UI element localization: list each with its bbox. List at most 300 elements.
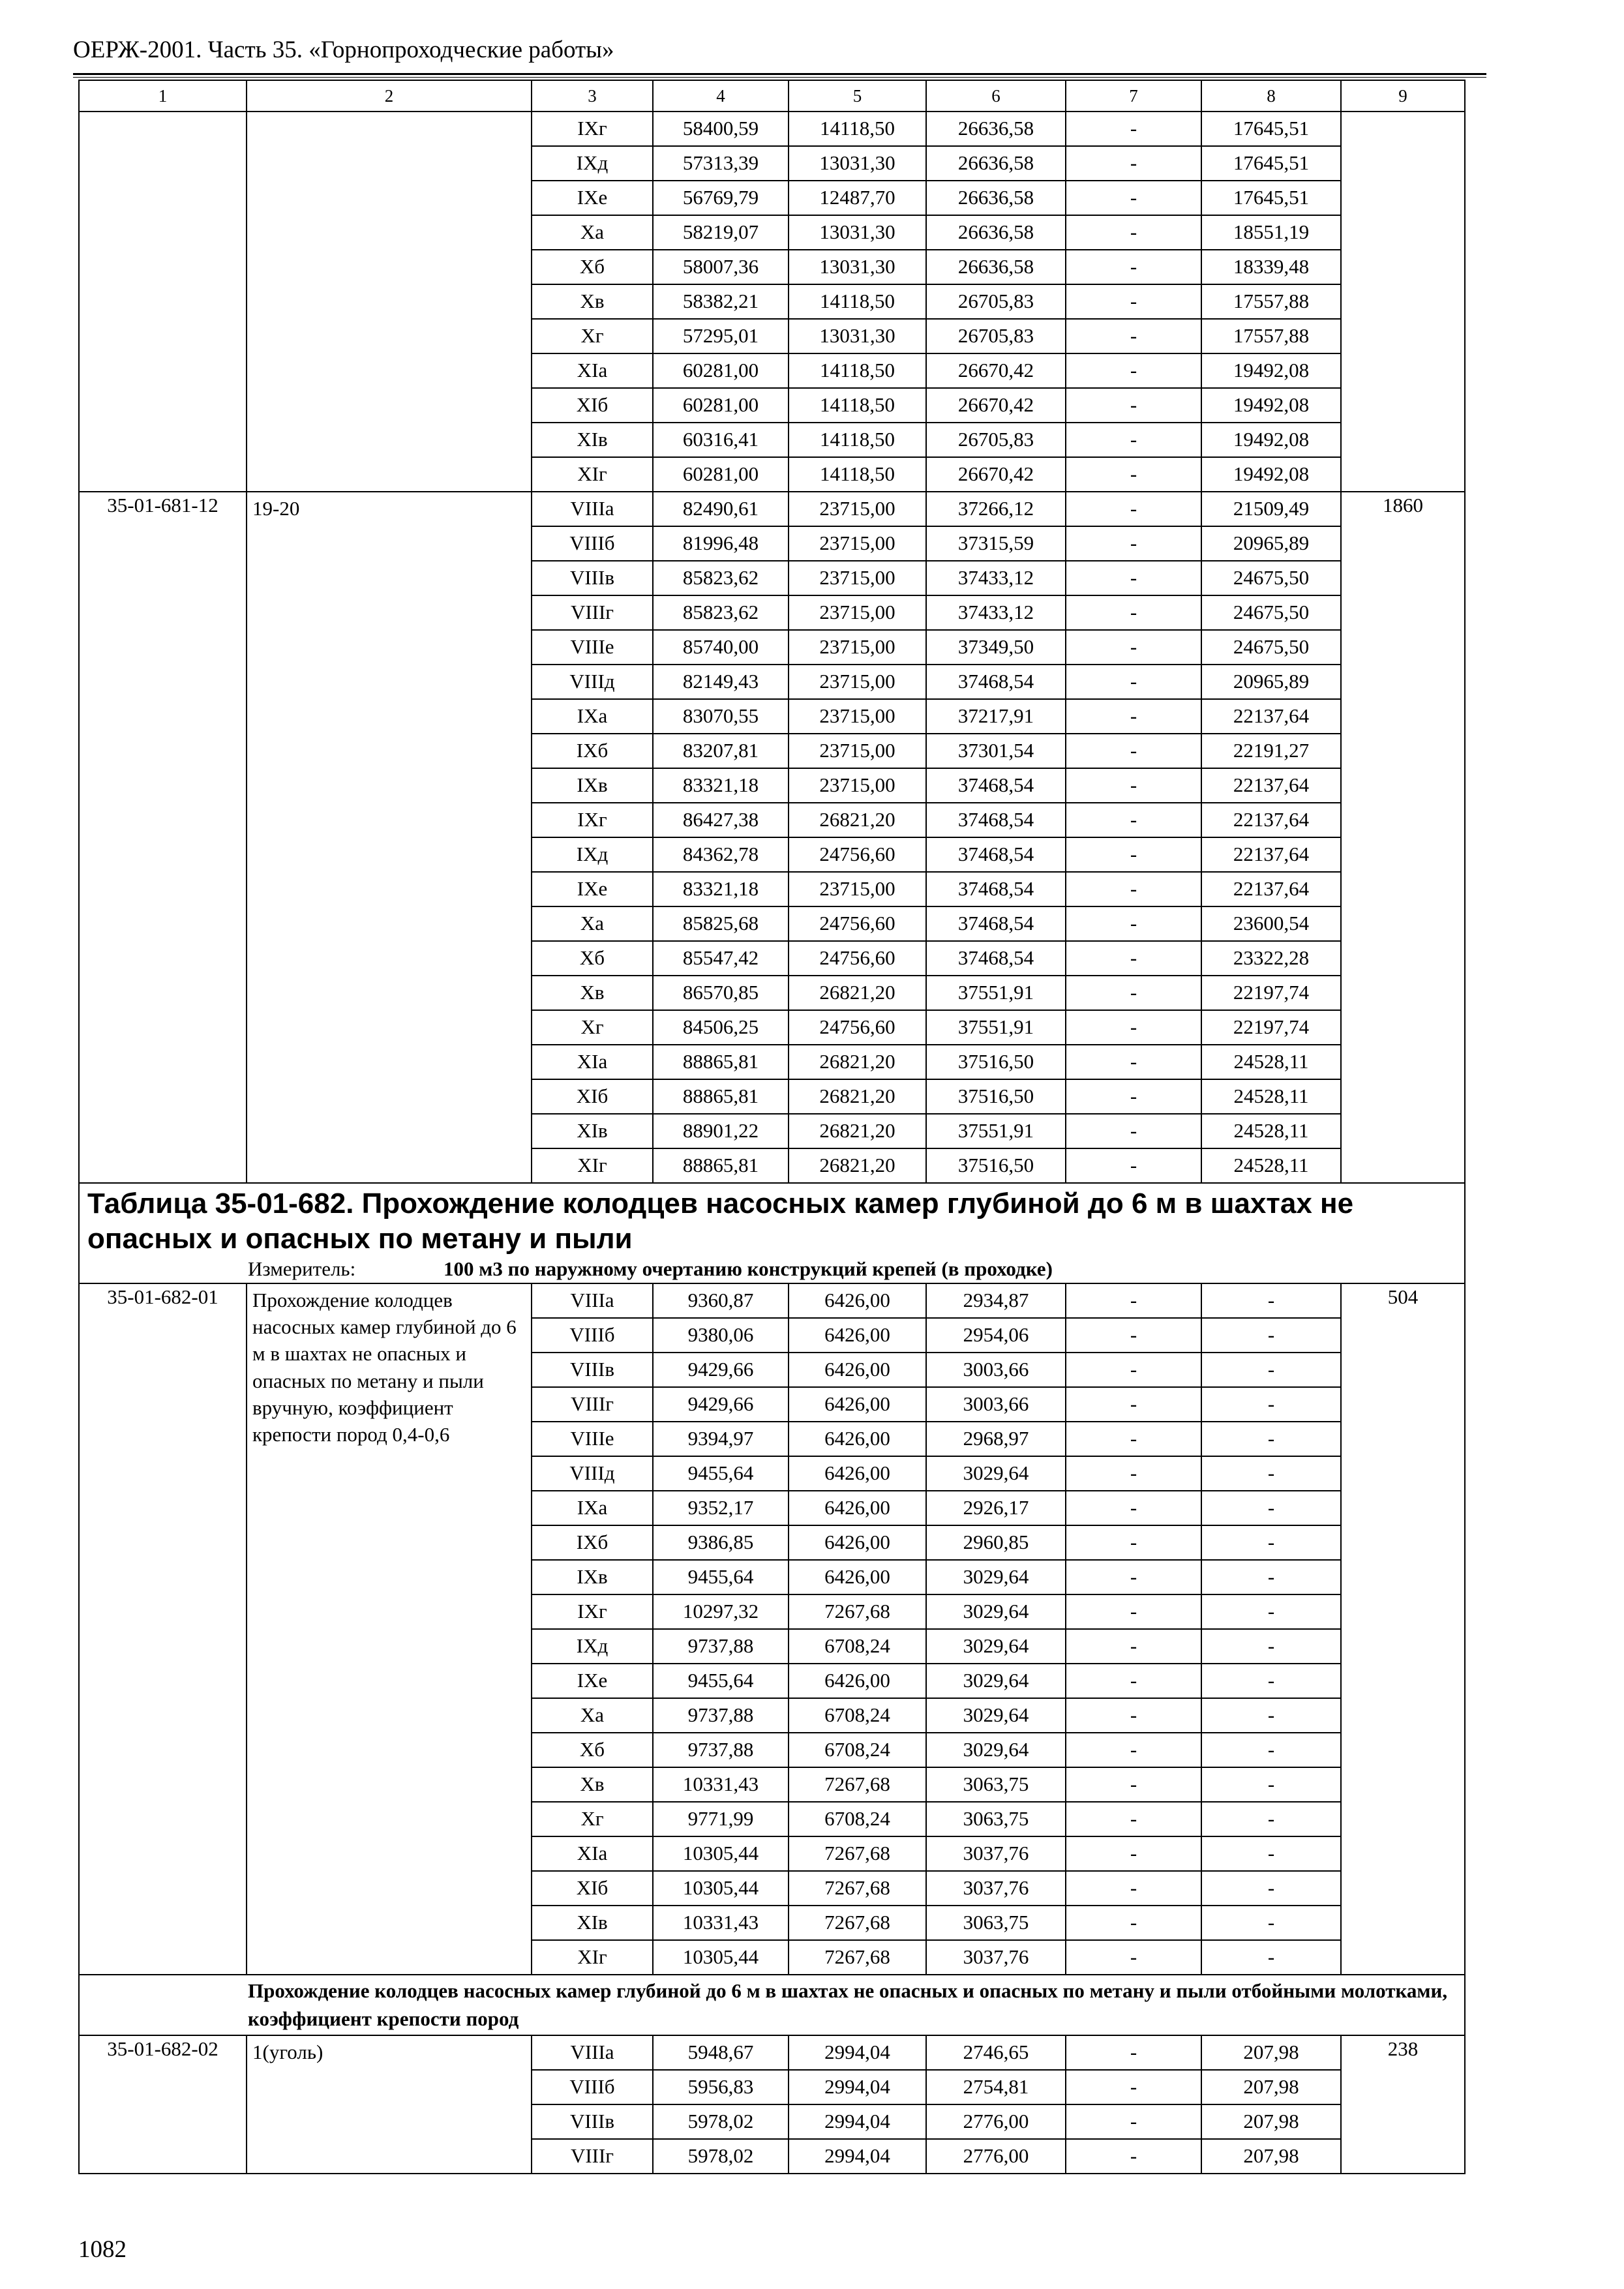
value-cell: 37516,50 [926, 1079, 1066, 1114]
value-cell: 23715,00 [789, 526, 926, 561]
region-code-cell: VIIIг [532, 1387, 653, 1422]
value-cell: - [1201, 1871, 1341, 1906]
value-cell: 14118,50 [789, 353, 926, 388]
value-cell: 24675,50 [1201, 595, 1341, 630]
value-cell: 6708,24 [789, 1733, 926, 1767]
column-number: 7 [1066, 80, 1201, 112]
column-number-row [79, 80, 1465, 112]
value-cell: - [1066, 1629, 1201, 1664]
region-code-cell: VIIIв [532, 1353, 653, 1387]
value-cell: 26670,42 [926, 353, 1066, 388]
value-cell: 7267,68 [789, 1767, 926, 1802]
region-code-cell: IXд [532, 837, 653, 872]
region-code-cell: Xв [532, 976, 653, 1010]
region-code-cell: VIIIб [532, 1318, 653, 1353]
value-cell: 88865,81 [653, 1045, 789, 1079]
value-cell: - [1066, 768, 1201, 803]
value-cell: 56769,79 [653, 181, 789, 215]
value-cell: 26636,58 [926, 181, 1066, 215]
region-code-cell: VIIIб [532, 2070, 653, 2104]
region-code-cell: IXе [532, 872, 653, 906]
value-cell: 9737,88 [653, 1733, 789, 1767]
value-cell: 24528,11 [1201, 1045, 1341, 1079]
value-cell: 6426,00 [789, 1283, 926, 1318]
value-cell: 12487,70 [789, 181, 926, 215]
value-cell: - [1066, 1079, 1201, 1114]
value-cell: 2754,81 [926, 2070, 1066, 2104]
region-code-cell: IXг [532, 112, 653, 146]
region-code-cell: VIIIд [532, 665, 653, 699]
header-rule-thick [73, 73, 1486, 75]
value-cell: - [1066, 1456, 1201, 1491]
value-cell: - [1066, 837, 1201, 872]
value-cell: 58400,59 [653, 112, 789, 146]
column-number: 1 [79, 80, 247, 112]
value-cell: 6426,00 [789, 1353, 926, 1387]
value-cell: 5978,02 [653, 2139, 789, 2174]
region-code-cell: XIа [532, 1836, 653, 1871]
value-cell: 37468,54 [926, 906, 1066, 941]
subtitle-cell [79, 1975, 1465, 2035]
value-cell: - [1201, 1353, 1341, 1387]
value-cell: 37468,54 [926, 837, 1066, 872]
value-cell: 23715,00 [789, 630, 926, 665]
value-cell: 2776,00 [926, 2104, 1066, 2139]
value-cell: - [1066, 1906, 1201, 1940]
region-code-cell: IXе [532, 1664, 653, 1698]
value-cell: - [1066, 665, 1201, 699]
value-cell: - [1066, 1664, 1201, 1698]
value-cell: 37433,12 [926, 595, 1066, 630]
value-cell: 24756,60 [789, 941, 926, 976]
value-cell: 21509,49 [1201, 492, 1341, 526]
value-cell: - [1201, 1698, 1341, 1733]
value-cell: 60281,00 [653, 353, 789, 388]
region-code-cell: XIб [532, 388, 653, 423]
region-code-cell: Xв [532, 284, 653, 319]
table-row [79, 1283, 1465, 1318]
value-cell: 6426,00 [789, 1422, 926, 1456]
value-cell: - [1066, 457, 1201, 492]
region-code-cell: VIIIа [532, 2035, 653, 2070]
value-cell: - [1201, 1802, 1341, 1836]
value-cell: 23715,00 [789, 699, 926, 734]
value-cell: - [1066, 1698, 1201, 1733]
value-cell: 23715,00 [789, 768, 926, 803]
rate-code: 35-01-682-02 [79, 2035, 247, 2174]
value-cell: - [1066, 2139, 1201, 2174]
value-cell: 37468,54 [926, 768, 1066, 803]
value-cell: - [1066, 284, 1201, 319]
value-cell: 26705,83 [926, 423, 1066, 457]
value-cell: 88901,22 [653, 1114, 789, 1148]
region-code-cell: Xа [532, 906, 653, 941]
value-cell: - [1066, 561, 1201, 595]
value-cell: 26821,20 [789, 1114, 926, 1148]
value-cell: - [1201, 1283, 1341, 1318]
table-682-title: Таблица 35-01-682. Прохождение колодцев насосных камер глубиной до 6 м в шахтах не опасных и опасных по метану и пыли [87, 1188, 1354, 1255]
value-cell: - [1066, 112, 1201, 146]
value-cell: 37516,50 [926, 1045, 1066, 1079]
region-code-cell: XIа [532, 353, 653, 388]
value-cell: - [1201, 1525, 1341, 1560]
value-cell: 14118,50 [789, 284, 926, 319]
value-cell: 82490,61 [653, 492, 789, 526]
value-cell: - [1066, 941, 1201, 976]
table-row [79, 2035, 1465, 2070]
value-cell: - [1066, 2035, 1201, 2070]
value-cell: 23715,00 [789, 734, 926, 768]
region-code-cell: XIг [532, 1148, 653, 1183]
rate-description: 19-20 [247, 492, 532, 1183]
region-code-cell: VIIIе [532, 630, 653, 665]
value-cell: 3063,75 [926, 1767, 1066, 1802]
value-cell: 2994,04 [789, 2104, 926, 2139]
value-cell: 58219,07 [653, 215, 789, 250]
value-cell: 6708,24 [789, 1629, 926, 1664]
rate-description: 1(уголь) [247, 2035, 532, 2174]
value-cell: - [1201, 1733, 1341, 1767]
region-code-cell: XIв [532, 423, 653, 457]
region-code-cell: Xб [532, 250, 653, 284]
region-code-cell: IXб [532, 734, 653, 768]
column-number: 3 [532, 80, 653, 112]
value-cell: - [1066, 250, 1201, 284]
region-code-cell: VIIIа [532, 492, 653, 526]
value-cell: 60281,00 [653, 457, 789, 492]
column-number: 4 [653, 80, 789, 112]
region-code-cell: VIIIв [532, 2104, 653, 2139]
value-cell: - [1066, 353, 1201, 388]
value-cell: 37433,12 [926, 561, 1066, 595]
region-code-cell: IXд [532, 1629, 653, 1664]
value-cell: 37468,54 [926, 665, 1066, 699]
value-cell: 83321,18 [653, 872, 789, 906]
page-number: 1082 [78, 2236, 127, 2263]
value-cell: 3003,66 [926, 1387, 1066, 1422]
value-cell: 3037,76 [926, 1871, 1066, 1906]
rate-description: Прохождение колодцев насосных камер глубиной до 6 м в шахтах не опасных и опасных по метану и пыли вручную, коэффициент крепости пород 0,4-0,6 [247, 1283, 532, 1975]
value-cell: - [1066, 492, 1201, 526]
value-cell: 85823,62 [653, 595, 789, 630]
region-code-cell: IXб [532, 1525, 653, 1560]
value-cell: 2926,17 [926, 1491, 1066, 1525]
region-code-cell: XIб [532, 1079, 653, 1114]
value-cell: 24675,50 [1201, 561, 1341, 595]
value-cell: 13031,30 [789, 250, 926, 284]
value-cell: 26821,20 [789, 803, 926, 837]
value-cell: 9429,66 [653, 1387, 789, 1422]
value-cell: 207,98 [1201, 2139, 1341, 2174]
region-code-cell: VIIIд [532, 1456, 653, 1491]
column-number: 9 [1341, 80, 1465, 112]
value-cell: 17645,51 [1201, 181, 1341, 215]
value-cell: 18551,19 [1201, 215, 1341, 250]
value-cell: - [1066, 1836, 1201, 1871]
value-cell: 9455,64 [653, 1664, 789, 1698]
value-cell: 82149,43 [653, 665, 789, 699]
value-cell: 24756,60 [789, 837, 926, 872]
value-cell: - [1066, 1871, 1201, 1906]
value-cell: - [1201, 1767, 1341, 1802]
rate-code: 35-01-682-01 [79, 1283, 247, 1975]
value-cell: 6426,00 [789, 1387, 926, 1422]
value-cell: 13031,30 [789, 319, 926, 353]
value-cell: 85825,68 [653, 906, 789, 941]
region-code-cell: Xа [532, 215, 653, 250]
region-code-cell: IXе [532, 181, 653, 215]
value-cell: - [1066, 1010, 1201, 1045]
value-cell: - [1066, 803, 1201, 837]
value-cell: 14118,50 [789, 423, 926, 457]
value-cell: 7267,68 [789, 1836, 926, 1871]
value-cell: 22197,74 [1201, 976, 1341, 1010]
value-cell: - [1066, 1491, 1201, 1525]
value-cell: 7267,68 [789, 1594, 926, 1629]
value-cell: - [1066, 1560, 1201, 1594]
value-cell: 19492,08 [1201, 457, 1341, 492]
value-cell: - [1066, 1940, 1201, 1975]
rates-table [78, 80, 1466, 2174]
region-code-cell: VIIIг [532, 2139, 653, 2174]
value-cell: 26636,58 [926, 250, 1066, 284]
value-cell: 83321,18 [653, 768, 789, 803]
region-code-cell: IXа [532, 1491, 653, 1525]
value-cell: 23715,00 [789, 561, 926, 595]
value-cell: 10297,32 [653, 1594, 789, 1629]
header-rule-thin [73, 77, 1486, 78]
value-cell: 23600,54 [1201, 906, 1341, 941]
value-cell: 85547,42 [653, 941, 789, 976]
value-cell: 22197,74 [1201, 1010, 1341, 1045]
region-code-cell: XIв [532, 1114, 653, 1148]
value-cell: 14118,50 [789, 457, 926, 492]
region-code-cell: Xб [532, 1733, 653, 1767]
value-cell: - [1066, 2070, 1201, 2104]
value-cell: 10331,43 [653, 1767, 789, 1802]
value-cell: 9394,97 [653, 1422, 789, 1456]
value-cell: 85740,00 [653, 630, 789, 665]
value-cell: 37551,91 [926, 1010, 1066, 1045]
region-code-cell: VIIIг [532, 595, 653, 630]
column-9-value: 238 [1341, 2035, 1465, 2174]
value-cell: 37301,54 [926, 734, 1066, 768]
value-cell: - [1201, 1940, 1341, 1975]
value-cell: - [1066, 1353, 1201, 1387]
value-cell: - [1066, 1767, 1201, 1802]
value-cell: 23322,28 [1201, 941, 1341, 976]
subtitle-row [79, 1975, 1465, 2035]
region-code-cell: Xг [532, 319, 653, 353]
value-cell: - [1066, 2104, 1201, 2139]
value-cell: 3029,64 [926, 1664, 1066, 1698]
region-code-cell: VIIIв [532, 561, 653, 595]
value-cell: 3029,64 [926, 1594, 1066, 1629]
value-cell: 19492,08 [1201, 423, 1341, 457]
region-code-cell: VIIIе [532, 1422, 653, 1456]
value-cell: 37468,54 [926, 941, 1066, 976]
value-cell: 24675,50 [1201, 630, 1341, 665]
rate-code [79, 112, 247, 492]
column-number: 8 [1201, 80, 1341, 112]
value-cell: 37315,59 [926, 526, 1066, 561]
value-cell: 13031,30 [789, 215, 926, 250]
value-cell: - [1201, 1594, 1341, 1629]
value-cell: 3063,75 [926, 1802, 1066, 1836]
value-cell: 23715,00 [789, 665, 926, 699]
rate-description [247, 112, 532, 492]
value-cell: 3037,76 [926, 1836, 1066, 1871]
value-cell: - [1201, 1318, 1341, 1353]
value-cell: 26821,20 [789, 1045, 926, 1079]
value-cell: 9771,99 [653, 1802, 789, 1836]
value-cell: 17645,51 [1201, 112, 1341, 146]
value-cell: 6426,00 [789, 1456, 926, 1491]
value-cell: 207,98 [1201, 2070, 1341, 2104]
value-cell: - [1066, 699, 1201, 734]
value-cell: 3029,64 [926, 1560, 1066, 1594]
value-cell: 60281,00 [653, 388, 789, 423]
value-cell: 10305,44 [653, 1871, 789, 1906]
value-cell: - [1201, 1664, 1341, 1698]
value-cell: 14118,50 [789, 112, 926, 146]
value-cell: 37551,91 [926, 1114, 1066, 1148]
value-cell: 9386,85 [653, 1525, 789, 1560]
value-cell: - [1066, 388, 1201, 423]
value-cell: 24528,11 [1201, 1079, 1341, 1114]
measure-label: Измеритель: [248, 1257, 356, 1281]
value-cell: 10305,44 [653, 1940, 789, 1975]
value-cell: 17645,51 [1201, 146, 1341, 181]
value-cell: - [1066, 872, 1201, 906]
table-682-heading-cell [79, 1183, 1465, 1283]
value-cell: 9360,87 [653, 1283, 789, 1318]
value-cell: - [1066, 630, 1201, 665]
value-cell: 37468,54 [926, 803, 1066, 837]
region-code-cell: IXд [532, 146, 653, 181]
value-cell: - [1201, 1836, 1341, 1871]
value-cell: - [1066, 1045, 1201, 1079]
column-number: 6 [926, 80, 1066, 112]
value-cell: 9737,88 [653, 1629, 789, 1664]
region-code-cell: IXг [532, 1594, 653, 1629]
value-cell: 26821,20 [789, 976, 926, 1010]
value-cell: - [1066, 976, 1201, 1010]
value-cell: 10331,43 [653, 1906, 789, 1940]
value-cell: 26636,58 [926, 146, 1066, 181]
value-cell: 2994,04 [789, 2070, 926, 2104]
value-cell: 23715,00 [789, 492, 926, 526]
region-code-cell: IXг [532, 803, 653, 837]
value-cell: 6426,00 [789, 1525, 926, 1560]
value-cell: - [1066, 1318, 1201, 1353]
value-cell: 9429,66 [653, 1353, 789, 1387]
region-code-cell: VIIIа [532, 1283, 653, 1318]
value-cell: 9352,17 [653, 1491, 789, 1525]
value-cell: 13031,30 [789, 146, 926, 181]
value-cell: 26670,42 [926, 457, 1066, 492]
value-cell: 22137,64 [1201, 768, 1341, 803]
value-cell: - [1066, 1148, 1201, 1183]
region-code-cell: VIIIб [532, 526, 653, 561]
value-cell: - [1201, 1422, 1341, 1456]
region-code-cell: Xв [532, 1767, 653, 1802]
value-cell: - [1066, 215, 1201, 250]
value-cell: 6426,00 [789, 1318, 926, 1353]
value-cell: 6426,00 [789, 1491, 926, 1525]
value-cell: - [1066, 423, 1201, 457]
region-code-cell: IXа [532, 699, 653, 734]
value-cell: - [1066, 1422, 1201, 1456]
value-cell: 6426,00 [789, 1664, 926, 1698]
value-cell: 26821,20 [789, 1148, 926, 1183]
value-cell: 6708,24 [789, 1802, 926, 1836]
value-cell: 9737,88 [653, 1698, 789, 1733]
region-code-cell: XIб [532, 1871, 653, 1906]
value-cell: 26705,83 [926, 284, 1066, 319]
table-row [79, 492, 1465, 526]
value-cell: 6708,24 [789, 1698, 926, 1733]
column-9-value: 504 [1341, 1283, 1465, 1975]
value-cell: 24756,60 [789, 1010, 926, 1045]
value-cell: 26670,42 [926, 388, 1066, 423]
column-9-value [1341, 112, 1465, 492]
value-cell: 58382,21 [653, 284, 789, 319]
value-cell: 2934,87 [926, 1283, 1066, 1318]
page-header-title: ОЕРЖ-2001. Часть 35. «Горнопроходческие работы» [73, 37, 614, 63]
value-cell: 14118,50 [789, 388, 926, 423]
value-cell: 84362,78 [653, 837, 789, 872]
value-cell: 5956,83 [653, 2070, 789, 2104]
value-cell: - [1066, 1525, 1201, 1560]
value-cell: 3029,64 [926, 1733, 1066, 1767]
value-cell: 88865,81 [653, 1079, 789, 1114]
value-cell: - [1066, 1594, 1201, 1629]
value-cell: 22137,64 [1201, 699, 1341, 734]
value-cell: 22137,64 [1201, 872, 1341, 906]
value-cell: 37266,12 [926, 492, 1066, 526]
value-cell: 2994,04 [789, 2035, 926, 2070]
value-cell: - [1066, 1387, 1201, 1422]
table-row [79, 112, 1465, 146]
value-cell: - [1066, 526, 1201, 561]
value-cell: 57313,39 [653, 146, 789, 181]
value-cell: 207,98 [1201, 2104, 1341, 2139]
column-number: 5 [789, 80, 926, 112]
value-cell: 19492,08 [1201, 353, 1341, 388]
value-cell: 3029,64 [926, 1629, 1066, 1664]
measure-line [85, 1259, 1459, 1283]
value-cell: 22191,27 [1201, 734, 1341, 768]
value-cell: 60316,41 [653, 423, 789, 457]
value-cell: - [1201, 1906, 1341, 1940]
value-cell: 9455,64 [653, 1560, 789, 1594]
value-cell: 207,98 [1201, 2035, 1341, 2070]
column-9-value: 1860 [1341, 492, 1465, 1183]
value-cell: 86570,85 [653, 976, 789, 1010]
column-number: 2 [247, 80, 532, 112]
value-cell: 10305,44 [653, 1836, 789, 1871]
value-cell: 26705,83 [926, 319, 1066, 353]
value-cell: - [1201, 1491, 1341, 1525]
value-cell: - [1066, 595, 1201, 630]
value-cell: 7267,68 [789, 1871, 926, 1906]
value-cell: 2776,00 [926, 2139, 1066, 2174]
value-cell: 9455,64 [653, 1456, 789, 1491]
value-cell: 5978,02 [653, 2104, 789, 2139]
value-cell: 18339,48 [1201, 250, 1341, 284]
region-code-cell: Xб [532, 941, 653, 976]
